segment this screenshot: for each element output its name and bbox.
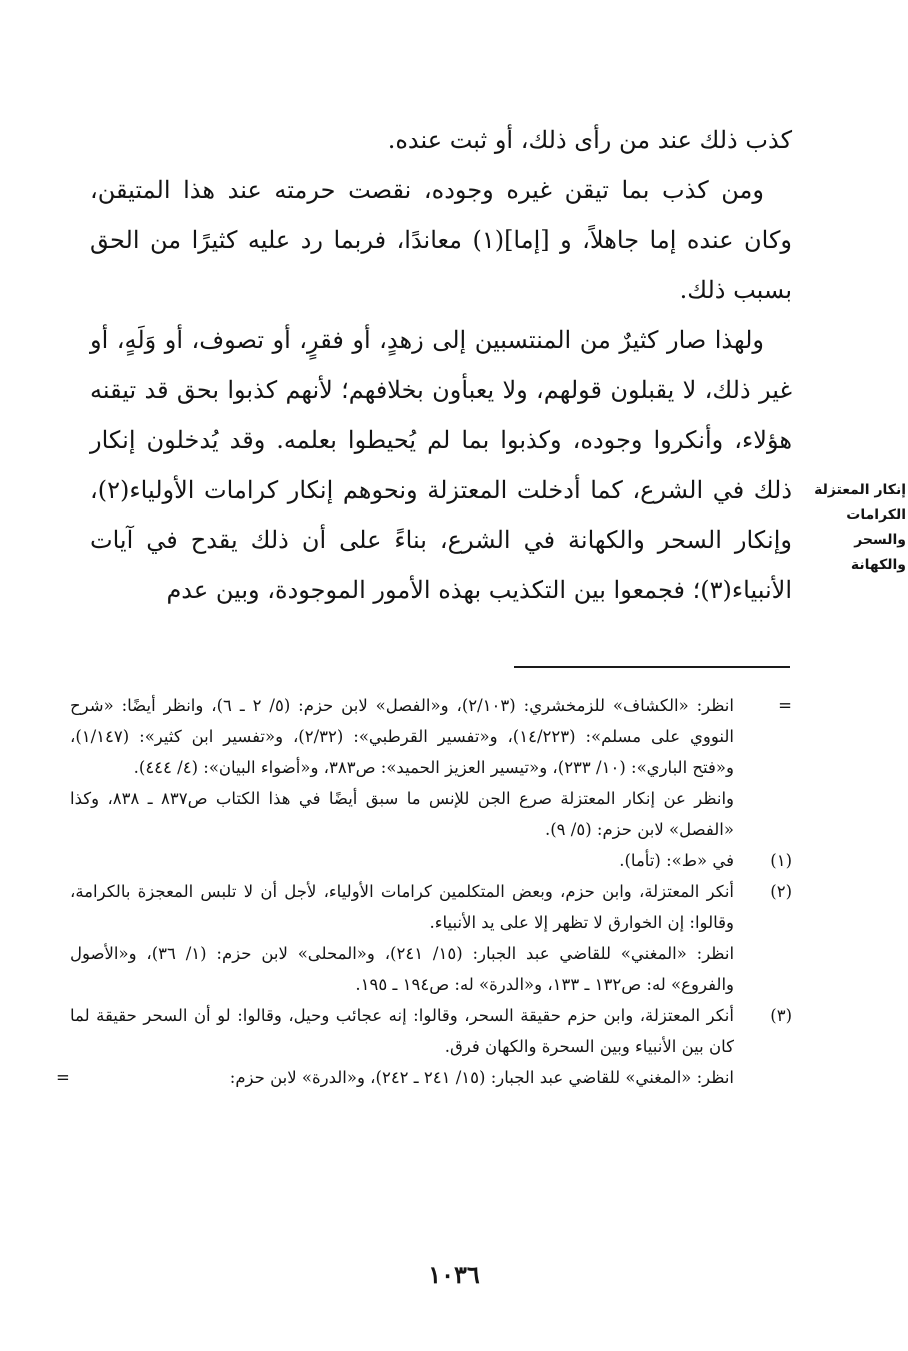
footnote-text: أنكر المعتزلة، وابن حزم حقيقة السحر، وقالوا: إنه عجائب وحيل، وقالوا: لو أن السحر حقيقة لما كان بين الأنبياء وبين السحرة والكهان فرق. (70, 1006, 734, 1056)
footnote-text: أنكر المعتزلة، وابن حزم، وبعض المتكلمين كرامات الأولياء، لأجل أن لا تلبس المعجزة بالكرامة، وقالوا: إن الخوارق لا تظهر إلا على يد الأنبياء. (70, 882, 734, 932)
footnote-text: انظر: «المغني» للقاضي عبد الجبار: (١٥/ ٢٤١ ـ ٢٤٢)، و«الدرة» لابن حزم: (229, 1068, 734, 1087)
margin-heading (796, 478, 906, 578)
page-number: ١٠٣٦ (428, 1260, 480, 1289)
paragraph: كذب ذلك عند من رأى ذلك، أو ثبت عنده. (387, 126, 792, 154)
footnote-separator (514, 666, 790, 668)
footnote-text: وانظر عن إنكار المعتزلة صرع الجن للإنس ما سبق أيضًا في هذا الكتاب ص٨٣٧ ـ ٨٣٨، وكذا «الفصل» لابن حزم: (٥/ ٩). (70, 789, 735, 839)
footnote-number: (١) (770, 851, 792, 870)
footnote-1 (70, 845, 792, 876)
footnote-text: في «ط»: (تأما). (619, 851, 734, 870)
main-text (90, 115, 792, 615)
margin-heading-line: إنكار المعتزلة (814, 482, 906, 498)
footnote-2 (70, 876, 792, 1000)
paragraph: ومن كذب بما تيقن غيره وجوده، نقصت حرمته عند هذا المتيقن، وكان عنده إما جاهلاً، و [إما](١) معاندًا، فربما رد عليه كثيرًا من الحق بسبب ذلك. (90, 176, 792, 304)
footnote-text: انظر: «الكشاف» للزمخشري: (٢/١٠٣)، و«الفصل» لابن حزم: (٥/ ٢ ـ ٦)، وانظر أيضًا: «شرح النووي على مسلم»: (١٤/٢٢٣)، و«تفسير القرطبي»: (٢/٣٢)، و«تفسير ابن كثير»: (١/١٤٧)، و«فتح الباري»: (١٠/ ٢٣٣)، و«تيسير العزيز الحميد»: ص٣٨٣، و«أضواء البيان»: (٤/ ٤٤٤). (70, 696, 734, 777)
continues-mark: = (56, 1068, 70, 1087)
footnote-text: انظر: «المغني» للقاضي عبد الجبار: (١٥/ ٢٤١)، و«المحلى» لابن حزم: (١/ ٣٦)، و«الأصول والفروع» له: ص١٣٢ ـ ١٣٣، و«الدرة» له: ص١٩٤ ـ ١٩٥. (70, 944, 735, 994)
paragraph: ولهذا صار كثيرٌ من المنتسبين إلى زهدٍ، أو فقرٍ، أو تصوف، أو وَلَهٍ، أو غير ذلك، لا يقبلون قولهم، ولا يعبأون بخلافهم؛ لأنهم كذبوا بحق قد تيقنه هؤلاء، وأنكروا وجوده، وكذبوا بما لم يُحيطوا بعلمه. وقد يُدخلون إنكار ذلك في الشرع، كما أدخلت المعتزلة ونحوهم إنكار كرامات الأولياء(٢)، وإنكار السحر والكهانة في الشرع، بناءً على أن ذلك يقدح في آيات الأنبياء(٣)؛ فجمعوا بين التكذيب بهذه الأمور الموجودة، وبين عدم (90, 326, 792, 604)
margin-heading-line: والكهانة (850, 557, 906, 573)
footnote-number: (٣) (770, 1006, 792, 1025)
margin-heading-line: الكرامات والسحر (846, 507, 906, 548)
footnote-3 (56, 1000, 792, 1093)
footnote-continuation (70, 690, 792, 845)
continuation-mark: = (778, 696, 792, 715)
footnote-number: (٢) (770, 882, 792, 901)
footnotes (56, 690, 792, 1093)
